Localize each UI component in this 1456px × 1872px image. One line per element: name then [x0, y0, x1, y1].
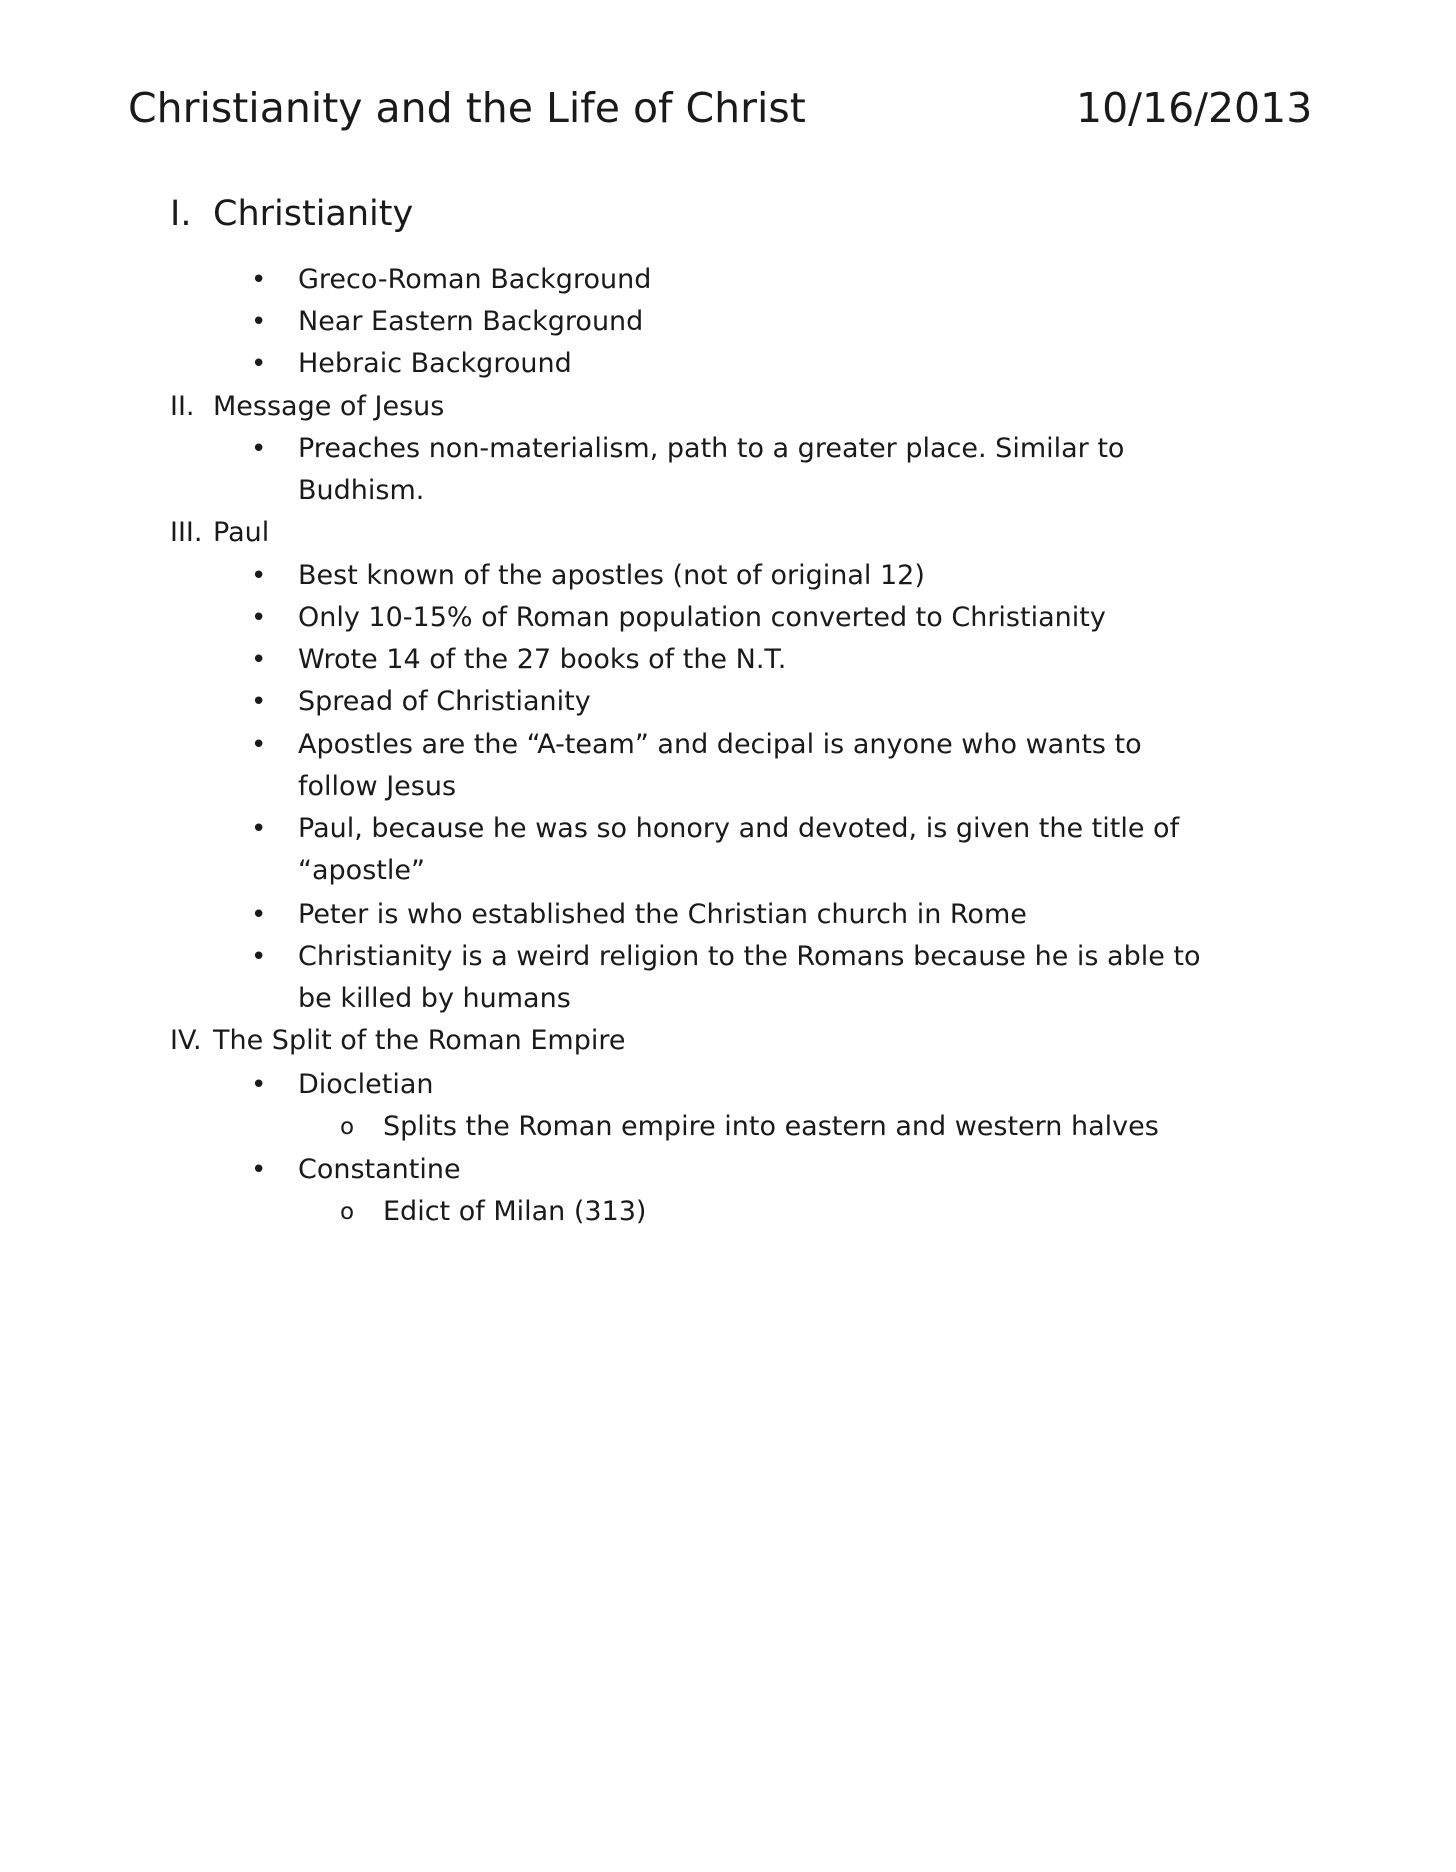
list-item-line: follow Jesus: [298, 771, 457, 802]
list-item: Spread of Christianity: [298, 686, 591, 717]
list-item: Only 10-15% of Roman population converted to Christianity: [298, 602, 1106, 633]
bullet-icon: •: [251, 645, 267, 675]
sub-bullet-icon: o: [340, 1199, 355, 1225]
section-number: I.: [170, 194, 192, 234]
list-item: Best known of the apostles (not of original 12): [298, 560, 925, 591]
bullet-icon: •: [251, 942, 267, 972]
list-item: Diocletian: [298, 1069, 434, 1100]
section-number: III.: [170, 517, 203, 548]
section-heading: Message of Jesus: [213, 391, 445, 422]
section-number: IV.: [170, 1025, 202, 1056]
list-item: Peter is who established the Christian church in Rome: [298, 899, 1027, 930]
bullet-icon: •: [251, 730, 267, 760]
list-item: Greco-Roman Background: [298, 264, 652, 295]
bullet-icon: •: [251, 349, 267, 379]
list-item: Near Eastern Background: [298, 306, 644, 337]
list-item: Wrote 14 of the 27 books of the N.T.: [298, 644, 787, 675]
bullet-icon: •: [251, 265, 267, 295]
sub-list-item: Splits the Roman empire into eastern and western halves: [383, 1111, 1159, 1142]
bullet-icon: •: [251, 434, 267, 464]
list-item-line: Budhism.: [298, 475, 425, 506]
section-heading: Christianity: [213, 194, 414, 234]
list-item-line: Apostles are the “A-team” and decipal is anyone who wants to: [298, 729, 1142, 760]
list-item: Constantine: [298, 1154, 461, 1185]
bullet-icon: •: [251, 1070, 267, 1100]
bullet-icon: •: [251, 1155, 267, 1185]
bullet-icon: •: [251, 561, 267, 591]
document-title: Christianity and the Life of Christ: [128, 84, 806, 132]
sub-bullet-icon: o: [340, 1114, 355, 1140]
bullet-icon: •: [251, 687, 267, 717]
bullet-icon: •: [251, 603, 267, 633]
bullet-icon: •: [251, 307, 267, 337]
list-item-line: Christianity is a weird religion to the Romans because he is able to: [298, 941, 1201, 972]
sub-list-item: Edict of Milan (313): [383, 1196, 647, 1227]
bullet-icon: •: [251, 814, 267, 844]
list-item-line: Preaches non-materialism, path to a greater place. Similar to: [298, 433, 1125, 464]
section-heading: The Split of the Roman Empire: [213, 1025, 626, 1056]
list-item-line: Paul, because he was so honory and devoted, is given the title of: [298, 813, 1180, 844]
list-item-line: be killed by humans: [298, 983, 571, 1014]
list-item-line: “apostle”: [298, 855, 425, 886]
section-number: II.: [170, 391, 195, 422]
section-heading: Paul: [213, 517, 270, 548]
bullet-icon: •: [251, 900, 267, 930]
list-item: Hebraic Background: [298, 348, 572, 379]
document-date: 10/16/2013: [1076, 84, 1313, 132]
